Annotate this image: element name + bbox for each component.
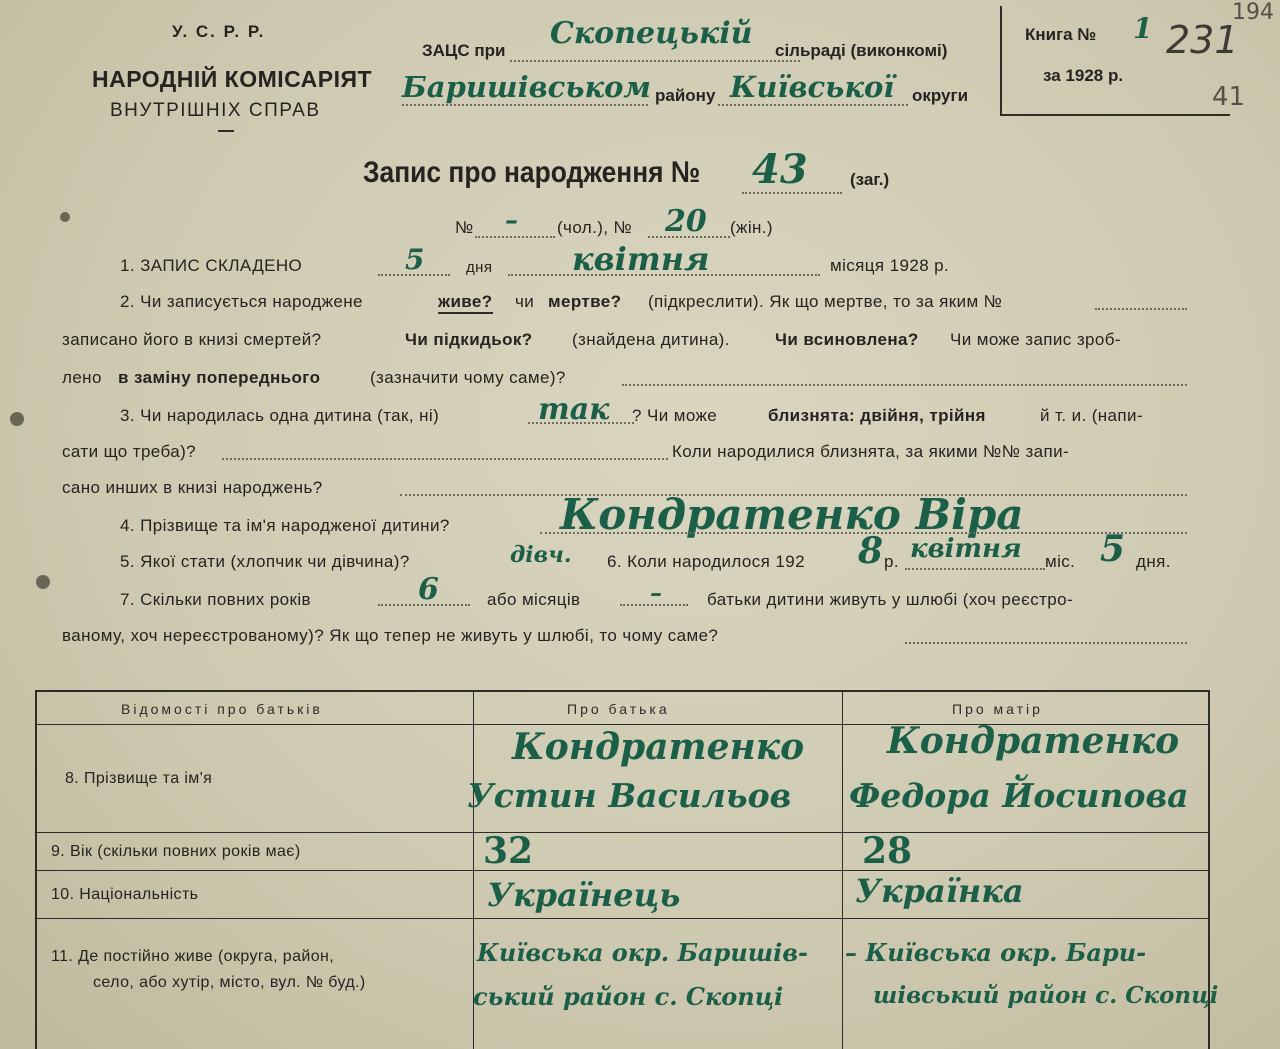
parents-table (35, 690, 1219, 1049)
q2-line2-c: (знайдена дитина). (572, 330, 730, 349)
q2-line2-e: Чи може запис зроб- (950, 330, 1121, 349)
q7-line1-b: або місяців (487, 590, 581, 609)
q7-line1-a: 7. Скільки повних років (120, 590, 311, 609)
father-age-handwritten: 32 (483, 830, 534, 872)
dotted-line (222, 458, 668, 460)
header-mother: Про матір (952, 701, 1043, 717)
table-divider (842, 692, 843, 1049)
q4-label: 4. Прізвище та ім'я народженої дитини? (120, 516, 450, 535)
table-divider (37, 832, 1208, 833)
commissariat-subtitle: ВНУТРІШНІХ СПРАВ (110, 100, 321, 121)
q6-year-handwritten: 8 (858, 530, 884, 572)
record-title-suffix: (заг.) (850, 170, 890, 189)
q7-line2: ваному, хоч нереєстрованому)? Як що тепер не живуть у шлюбі, то чому саме? (62, 626, 719, 645)
row-address-label-line2: село, або хутір, місто, вул. № буд.) (93, 974, 366, 991)
mother-surname-handwritten: Кондратенко (887, 720, 1180, 762)
binder-hole (36, 575, 50, 589)
q2-line3-c: (зазначити чому саме)? (370, 368, 566, 387)
q6-label: 6. Коли народилося 192 (607, 552, 805, 571)
female-count-handwritten: 20 (665, 204, 707, 239)
header-parents-info: Відомості про батьків (121, 701, 323, 717)
village-council-label: сільраді (виконкомі) (775, 41, 948, 60)
record-title: Запис про народження № (363, 156, 701, 189)
dotted-line (1095, 308, 1187, 310)
village-council-handwritten: Скопецькій (550, 16, 753, 51)
header-father: Про батька (567, 701, 670, 717)
q3-line1-a: 3. Чи народилась одна дитина (так, ні) (120, 406, 440, 425)
q6-year-r: р. (884, 552, 899, 571)
q2-line1-e: (підкреслити). Як що мертве, то за яким № (648, 292, 1003, 311)
q2-line2-adopted: Чи всиновлена? (775, 330, 919, 349)
q2-line2-foundling: Чи підкидьок? (405, 330, 533, 349)
q1-day-label: дня (466, 259, 493, 276)
q6-month-handwritten: квітня (910, 534, 1022, 564)
dotted-line (718, 104, 908, 106)
row-nationality-label: 10. Національність (51, 886, 199, 903)
q3-line2-b: Коли народилися близнята, за якими №№ запи- (672, 442, 1070, 461)
dotted-line (378, 274, 450, 276)
male-count-handwritten: – (505, 206, 518, 236)
dotted-line (905, 642, 1187, 644)
q1-day-handwritten: 5 (405, 243, 425, 276)
row-age-label: 9. Вік (скільки повних років має) (51, 843, 301, 860)
q1-month-handwritten: квітня (572, 240, 710, 278)
page-number-pencil: 231 (1166, 18, 1239, 62)
dotted-line (402, 104, 648, 106)
q2-line1-alive: живе? (438, 292, 493, 314)
q2-line1-dead: мертве? (548, 292, 622, 311)
q2-line3-replacement: в заміну попереднього (118, 368, 321, 387)
q6-day-handwritten: 5 (1100, 528, 1126, 570)
zags-prefix: ЗАЦС при (422, 41, 506, 60)
dotted-line (742, 192, 842, 194)
father-name-handwritten: Устин Васильов (467, 776, 792, 815)
row-address-label-line1: 11. Де постійно живе (округа, район, (51, 948, 335, 965)
q3-line1-d: й т. и. (напи- (1040, 406, 1143, 425)
republic-label: У. С. Р. Р. (172, 22, 266, 41)
table-divider (37, 870, 1208, 871)
q6-day-label: дня. (1136, 552, 1171, 571)
q3-line1-twins: близнята: двійня, трійня (768, 406, 986, 425)
dotted-line (648, 236, 730, 238)
q2-line3-a: лено (62, 368, 102, 387)
book-year: за 1928 р. (1043, 66, 1124, 85)
pencil-note-top: 194 (1232, 0, 1274, 25)
male-label: (чол.), № (557, 218, 633, 237)
mother-age-handwritten: 28 (862, 830, 913, 872)
q6-month-label: міс. (1045, 552, 1076, 571)
father-surname-handwritten: Кондратенко (512, 726, 805, 768)
mother-nationality-handwritten: Українка (855, 872, 1024, 910)
table-divider (37, 918, 1208, 919)
q3-line1-b: ? Чи може (632, 406, 718, 425)
commissariat-title: НАРОДНІЙ КОМІСАРІЯТ (92, 66, 373, 92)
district-handwritten: Баришівськом (402, 70, 652, 104)
district-label: району (655, 86, 716, 105)
q3-line3-a: сано инших в книзі народжень? (62, 478, 323, 497)
father-address-line2-handwritten: ський район с. Скопці (473, 982, 784, 1011)
q1-month-label: місяця 1928 р. (830, 256, 950, 275)
dotted-line (510, 60, 800, 62)
q2-line1-c: чи (515, 292, 535, 311)
father-nationality-handwritten: Українець (487, 876, 681, 914)
record-number-handwritten: 43 (752, 146, 808, 193)
dotted-line (508, 274, 820, 276)
dotted-line (475, 236, 555, 238)
q7-years-handwritten: 6 (418, 572, 439, 607)
header-divider (218, 130, 234, 132)
mother-name-handwritten: Федора Йосипова (849, 776, 1189, 815)
q7-line1-c: батьки дитини живуть у шлюбі (хоч реєстро- (707, 590, 1074, 609)
mother-address-line2-handwritten: шівський район с. Скопці (873, 982, 1219, 1009)
book-label: Книга № (1025, 25, 1097, 44)
row-name-label: 8. Прізвище та ім'я (65, 770, 213, 787)
father-address-line1-handwritten: Київська окр. Баришів- (477, 938, 809, 967)
pencil-note-side: 41 (1212, 82, 1246, 112)
dotted-line (620, 604, 688, 606)
q4-answer-handwritten: Кондратенко Віра (560, 490, 1024, 539)
q5-label: 5. Якої стати (хлопчик чи дівчина)? (120, 552, 410, 571)
dotted-line (528, 422, 634, 424)
book-number-handwritten: 1 (1133, 12, 1153, 45)
q5-answer-handwritten: дівч. (510, 542, 572, 568)
binder-hole (60, 212, 70, 222)
mother-address-line1-handwritten: – Київська окр. Бари- (845, 938, 1147, 967)
q3-answer-handwritten: так (538, 392, 610, 427)
sub-number-label: № (455, 218, 474, 237)
q3-line2-a: сати що треба)? (62, 442, 196, 461)
female-label: (жін.) (730, 218, 773, 237)
dotted-line (378, 604, 470, 606)
q2-line2-a: записано його в книзі смертей? (62, 330, 322, 349)
dotted-line (622, 384, 1187, 386)
okrug-handwritten: Київської (730, 70, 895, 104)
q1-label: 1. ЗАПИС СКЛАДЕНО (120, 256, 303, 275)
q2-line1-a: 2. Чи записується народжене (120, 292, 363, 311)
q7-months-handwritten: – (650, 578, 662, 607)
okrug-label: округи (912, 86, 969, 105)
dotted-line (905, 568, 1045, 570)
binder-hole (10, 412, 24, 426)
